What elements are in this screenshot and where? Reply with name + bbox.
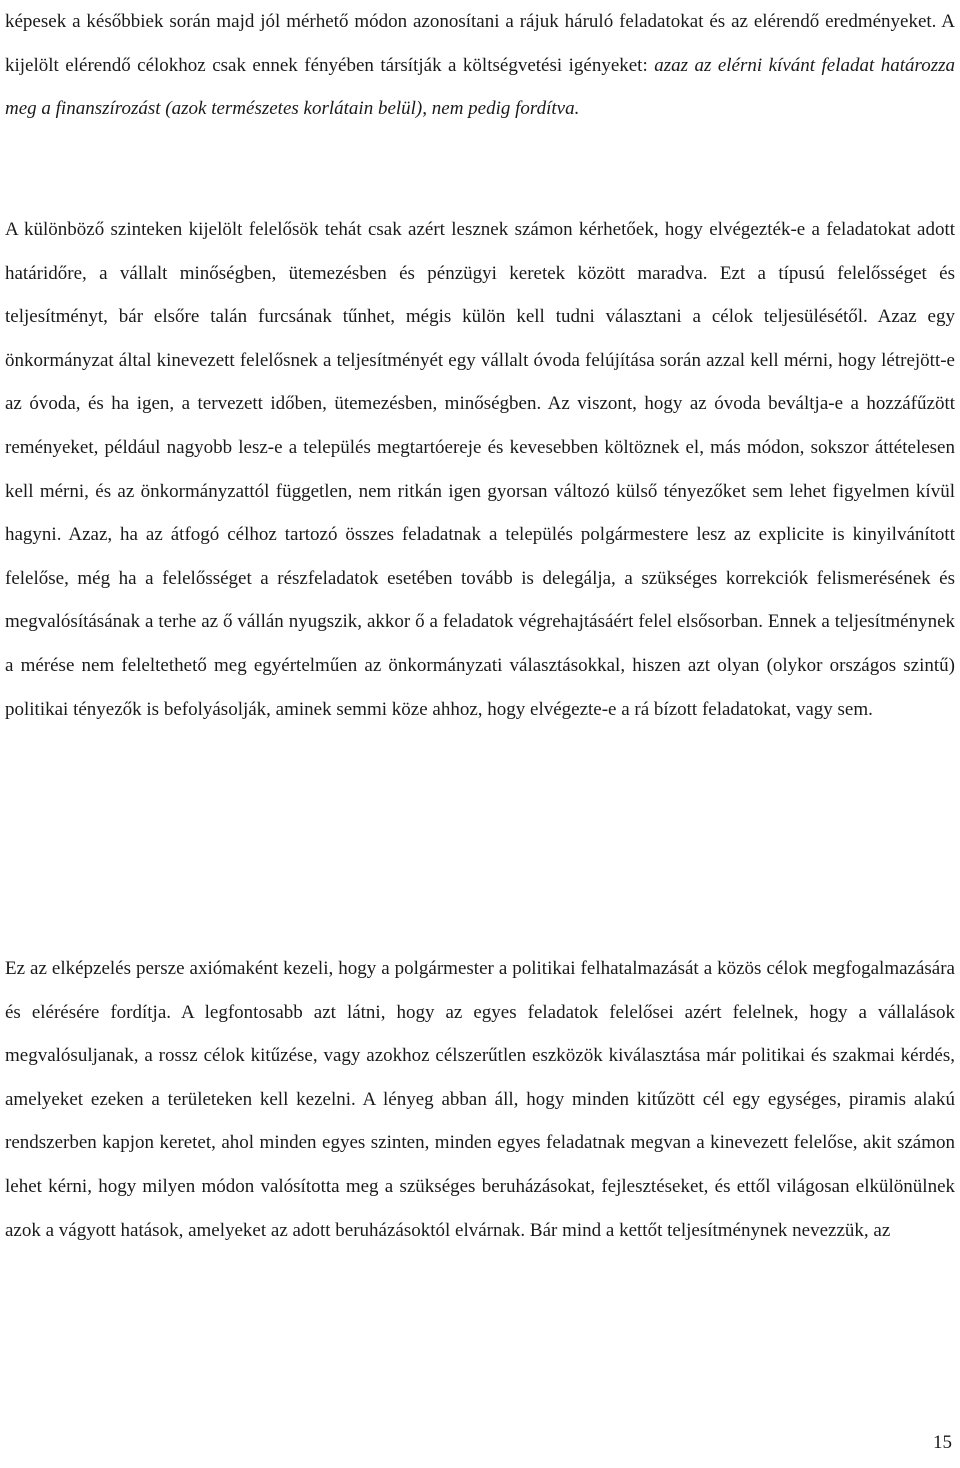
paragraph-3-text: Ez az elképzelés persze axiómaként kezeli, hogy a polgármester a politikai felhatalmazását a közös célok megfogalmazására és elérésére fordítja. A legfontosabb azt látni, hogy az egyes feladatok felelősei azért felelnek, hogy a vállalások megvalósuljanak, a rossz célok kitűzése, vagy azokhoz célszerűtlen eszközök kiválasztása már politikai és szakmai kérdés, amelyeket ezeken a területeken kell kezelni. A lényeg abban áll, hogy minden kitűzött cél egy egységes, piramis alakú rendszerben kapjon keretet, ahol minden egyes szinten, minden egyes feladatnak megvan a kinevezett felelőse, akit számon lehet kérni, hogy milyen módon valósította meg a szükséges beruházásokat, fejlesztéseket, és ettől világosan elkülönülnek azok a vágyott hatások, amelyeket az adott beruházásoktól elvárnak. Bár mind a kettőt teljesítménynek nevezzük, az — [5, 958, 955, 1241]
paragraph-1-italic-text: azaz az elérni kívánt feladat határozza meg a finanszírozást (azok természetes korlátain belül), nem pedig fordítva. — [5, 54, 956, 120]
paragraph-3 — [5, 947, 955, 1252]
paragraph-2 — [5, 208, 955, 731]
paragraph-2-text: A különböző szinteken kijelölt felelősök tehát csak azért lesznek számon kérhetőek, hogy elvégezték-e a feladatokat adott határidőre, a vállalt minőségben, ütemezésben és pénzügyi keretek között maradva. Ezt a típusú felelősséget és teljesítményt, bár elsőre talán furcsának tűnhet, mégis külön kell tudni választani a célok teljesülésétől. Azaz egy önkormányzat által kinevezett felelősnek a teljesítményét egy vállalt óvoda felújítása során azzal kell mérni, hogy létrejött-e az óvoda, és ha igen, a tervezett időben, ütemezésben, minőségben. Az viszont, hogy az óvoda beváltja-e a hozzáfűzött reményeket, például nagyobb lesz-e a település megtartóereje és kevesebben költöznek el, más módon, sokszor áttételesen kell mérni, és az önkormányzattól független, nem ritkán igen gyorsan változó külső tényezőket sem lehet figyelmen kívül hagyni. Azaz, ha az átfogó célhoz tartozó összes feladatnak a település polgármestere lesz az explicite is kinyilvánított felelőse, még ha a felelősséget a részfeladatok esetében tovább is delegálja, a szükséges korrekciók felismerésének és megvalósításának a terhe az ő vállán nyugszik, akkor ő a feladatok végrehajtásáért felel elsősorban. Ennek a teljesítménynek a mérése nem feleltethető meg egyértelműen az önkormányzati választásokkal, hiszen azt olyan (olykor országos szintű) politikai tényezők is befolyásolják, aminek semmi köze ahhoz, hogy elvégezte-e a rá bízott feladatokat, vagy sem. — [5, 219, 955, 720]
paragraph-1-text: képesek a későbbiek során majd jól mérhető módon azonosítani a rájuk háruló feladatokat és az elérendő eredményeket. A kijelölt elérendő célokhoz csak ennek fényében társítják a költségvetési igényeket: — [5, 11, 955, 76]
page-number: 15 — [933, 1432, 952, 1453]
paragraph-1 — [5, 0, 955, 131]
